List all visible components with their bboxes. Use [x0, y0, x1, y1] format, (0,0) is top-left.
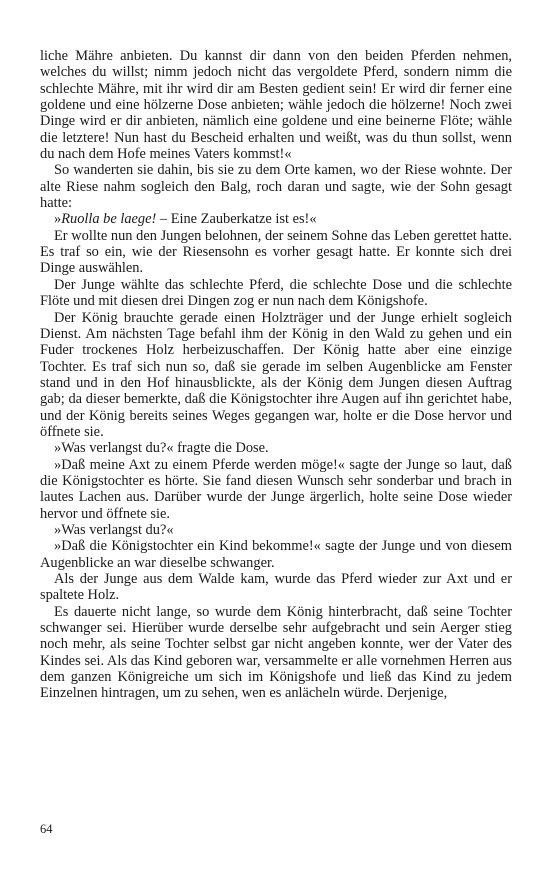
paragraph: Er wollte nun den Jungen belohnen, der seinem Sohne das Leben gerettet hatte. Es traf so ein, wie der Riesensohn es vorher gesagt hatte. Er konnte sich drei Dinge auswählen. — [40, 227, 512, 277]
paragraph: »Was verlangst du?« fragte die Dose. — [54, 440, 269, 457]
quote-open: » — [54, 211, 62, 228]
paragraph: Der König brauchte gerade einen Holzträger und der Junge erhielt sogleich Dienst. Am nächsten Tage befahl ihm der König in den Wald zu gehen und ein Fuder trockenes Holz herbeizuschaffen. Der König hatte aber eine einzige Tochter. Es traf sich nun so, daß sie gerade im selben Augenblicke am Fenster stand und in den Hof hinausblickte, als der König dem Jungen diesen Auftrag gab; da dieser bemerkte, daß die Königstochter ihre Augen auf ihn gerichtet habe, und der König bereits seines Weges gegangen war, holte er die Dose hervor und öffnete sie. — [40, 309, 512, 440]
paragraph: So wanderten sie dahin, bis sie zu dem Orte kamen, wo der Riese wohnte. Der alte Riese nahm sogleich den Balg, roch daran und sagte, wie der Sohn gesagt hatte: — [40, 162, 512, 212]
paragraph: »Daß die Königstochter ein Kind bekomme!« sagte der Junge und von diesem Augenblicke an war dieselbe schwanger. — [40, 538, 512, 571]
book-page-text — [40, 48, 512, 702]
paragraph: liche Mähre anbieten. Du kannst dir dann von den beiden Pferden nehmen, welches du willst; nimm jedoch nicht das vergoldete Pferd, sondern nimm die schlechte Mähre, mit ihr wird dir am Besten gedient sein! Er wird dir ferner eine goldene und eine hölzerne Dose anbieten; wähle jedoch die hölzerne! Noch zwei Dinge wird er dir anbieten, nämlich eine goldene und eine beinerne Flöte; wähle die letztere! Nun hast du Bescheid erhalten und weißt, was du thun sollst, wenn du nach dem Hofe meines Vaters kommst!« — [40, 48, 512, 163]
paragraph: Es dauerte nicht lange, so wurde dem König hinterbracht, daß seine Tochter schwanger sei. Hierüber wurde derselbe sehr aufgebracht und sein Aerger stieg noch mehr, als seine Tochter selbst gar nicht angeben konnte, wer der Vater des Kindes sei. Als das Kind geboren war, versammelte er alle vornehmen Herren aus dem ganzen Königreiche um sich im Königshofe und ließ das Kind zu jedem Einzelnen hintragen, um zu sehen, wen es anlächeln würde. Derjenige, — [40, 603, 512, 702]
quote-rest: – Eine Zauberkatze ist es!« — [156, 211, 317, 228]
paragraph: »Was verlangst du?« — [54, 521, 174, 538]
paragraph: »Daß meine Axt zu einem Pferde werden möge!« sagte der Junge so laut, daß die Königstochter es hörte. Sie fand diesen Wunsch sehr sonderbar und brach in lautes Lachen aus. Darüber wurde der Junge ärgerlich, holte seine Dose wieder hervor und öffnete sie. — [40, 456, 512, 522]
paragraph: Als der Junge aus dem Walde kam, wurde das Pferd wieder zur Axt und er spaltete Holz. — [40, 571, 512, 604]
page-number: 64 — [40, 822, 53, 836]
paragraph: Der Junge wählte das schlechte Pferd, die schlechte Dose und die schlechte Flöte und mit diesen drei Dingen zog er nun nach dem Königshofe. — [40, 276, 512, 310]
quote-paragraph — [40, 211, 512, 227]
quote-italic: Ruolla be laege! — [61, 211, 157, 228]
